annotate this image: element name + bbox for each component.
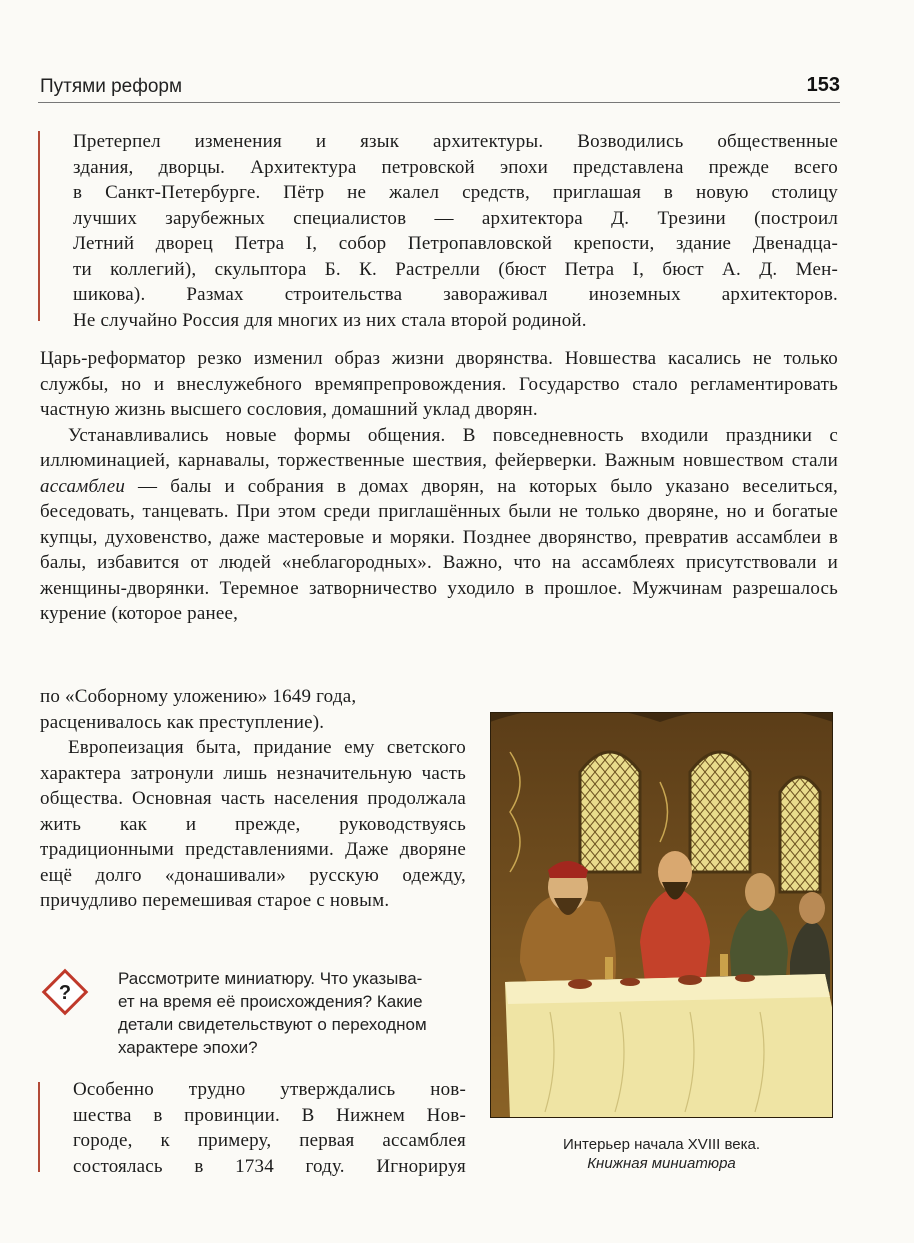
caption-title: Интерьер начала XVIII века. <box>562 1136 761 1153</box>
provinces-paragraph <box>73 1077 466 1179</box>
text-line: Особенно трудно утверждались нов- <box>73 1079 466 1100</box>
paragraph-noble-life: Царь-реформатор резко изменил образ жизни дворянства. Новшества касались не только службы, но и внеслужебного времяпрепровождения. Государство стало регламентировать частную жизнь высшего сословия, домашний уклад дворян. <box>40 348 838 420</box>
term-assemblies: ассамблеи <box>40 475 126 497</box>
text-line: лучших зарубежных специалистов — архитектора Д. Трезини (построил <box>73 207 838 229</box>
question-text <box>118 967 472 1059</box>
header-rule <box>38 102 840 103</box>
svg-text:?: ? <box>58 982 72 1004</box>
main-text-top <box>40 346 838 627</box>
question-icon <box>40 967 90 1017</box>
text-line: Претерпел изменения и язык архитектуры. Возводились общественные <box>73 131 838 152</box>
block-marker-bar <box>38 131 40 321</box>
text-line: по «Соборному уложению» 1649 года, <box>40 686 357 707</box>
architecture-paragraph <box>73 129 838 333</box>
text-line: состоялась в 1734 году. Игнорируя <box>73 1155 466 1177</box>
text-line: здания, дворцы. Архитектура петровской эпохи представлена прежде всего <box>73 156 838 178</box>
text-line: ти коллегий), скульптора Б. К. Растрелли (бюст Петра I, бюст А. Д. Мен- <box>73 258 838 280</box>
question-line: характере эпохи? <box>118 1038 258 1057</box>
text-line: в Санкт-Петербурге. Пётр не жалел средств, приглашая в новую столицу <box>73 182 838 203</box>
page-number: 153 <box>806 74 840 96</box>
text-line: расценивалось как преступление). <box>40 711 325 733</box>
interior-miniature-illustration <box>490 712 833 1118</box>
text-line: Не случайно Россия для многих из них стала второй родиной. <box>73 309 587 331</box>
text-line: шества в провинции. В Нижнем Нов- <box>73 1104 466 1126</box>
text-line: городе, к примеру, первая ассамблея <box>73 1130 466 1151</box>
paragraph-text: — балы и собрания в домах дворян, на которых было указано веселиться, беседовать, танцевать. При этом среди приглашённых были не только дворяне, но и богатые купцы, духовенство, даже мастеровые и моряки. Позднее дворянство, превратив ассамблеи в балы, избавится от людей «неблагородных». Важно, что на ассамблеях присутствовали и женщины-дворянки. Теремное затворничество уходило в прошлое. Мужчинам разрешалось курение (которое ранее, <box>40 475 838 624</box>
question-line: Рассмотрите миниатюру. Что указыва- <box>118 969 423 988</box>
paragraph-assemblies <box>40 423 838 627</box>
figure-caption <box>490 1136 833 1172</box>
caption-subtitle: Книжная миниатюра <box>587 1155 736 1172</box>
text-line: Летний дворец Петра I, собор Петропавловской крепости, здание Двенадца- <box>73 233 838 254</box>
block-marker-bar <box>38 1082 40 1172</box>
question-line: ет на время её происхождения? Какие <box>118 992 423 1011</box>
text-line: шикова). Размах строительства завораживал иноземных архитекторов. <box>73 284 838 305</box>
paragraph-europeanization: Европеизация быта, придание ему светского характера затронули лишь незначительную часть общества. Основная часть населения продолжала жить как и прежде, руководствуясь традиционными представлениями. Даже дворяне ещё долго «донашивали» русскую одежду, причудливо перемешивая старое с новым. <box>40 737 466 911</box>
paragraph-text: Устанавливались новые формы общения. В повседневность входили праздники с иллюминацией, карнавалы, торжественные шествия, фейерверки. Важным новшеством стали <box>40 424 838 471</box>
question-line: детали свидетельствуют о переходном <box>118 1015 427 1034</box>
main-text-left-column <box>40 684 466 914</box>
running-header-title: Путями реформ <box>40 76 183 97</box>
